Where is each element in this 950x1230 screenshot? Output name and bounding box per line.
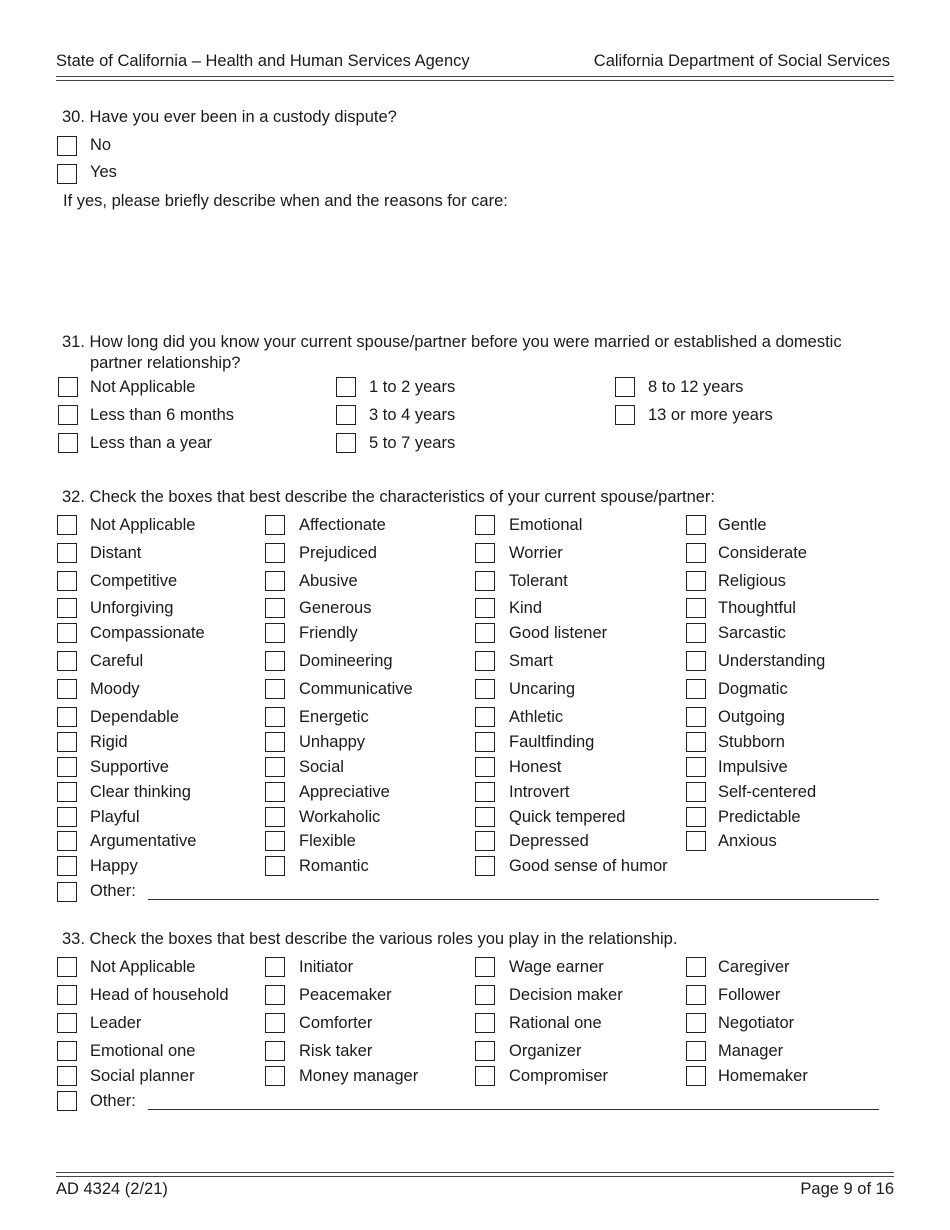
q33-option-label: Money manager — [299, 1067, 419, 1085]
header-rule-top — [56, 76, 894, 77]
q33-checkbox[interactable] — [57, 1013, 77, 1033]
q33-checkbox[interactable] — [265, 985, 285, 1005]
q33-option-label: Head of household — [90, 986, 229, 1004]
q32-option-label: Appreciative — [299, 783, 390, 801]
q32-option-label: Gentle — [718, 516, 767, 534]
q33-option-label: Wage earner — [509, 958, 604, 976]
q32-checkbox[interactable] — [475, 856, 495, 876]
q32-checkbox[interactable] — [686, 679, 706, 699]
q31-option: 3 to 4 years — [369, 406, 456, 424]
q32-option-label: Dogmatic — [718, 680, 788, 698]
q33-checkbox[interactable] — [475, 1041, 495, 1061]
q32-option-label: Outgoing — [718, 708, 785, 726]
q32-checkbox[interactable] — [57, 782, 77, 802]
q33-checkbox[interactable] — [475, 957, 495, 977]
q33-option-label: Social planner — [90, 1067, 195, 1085]
q32-option-label: Thoughtful — [718, 599, 796, 617]
q32-checkbox[interactable] — [57, 732, 77, 752]
q32-option-label: Unhappy — [299, 733, 366, 751]
q33-option-label: Follower — [718, 986, 781, 1004]
q32-option-label: Religious — [718, 572, 786, 590]
q33-checkbox-other[interactable] — [57, 1091, 77, 1111]
q32-checkbox[interactable] — [475, 757, 495, 777]
q33-checkbox[interactable] — [265, 1066, 285, 1086]
q33-checkbox[interactable] — [475, 985, 495, 1005]
q32-option-label: Considerate — [718, 544, 807, 562]
q33-other-input-line[interactable] — [148, 1109, 879, 1110]
footer-rule-bottom — [56, 1176, 894, 1177]
q32-checkbox[interactable] — [475, 782, 495, 802]
q32-option-label: Good listener — [509, 624, 608, 642]
q33-option-label: Initiator — [299, 958, 354, 976]
q33-option-label: Caregiver — [718, 958, 790, 976]
q32-checkbox[interactable] — [57, 856, 77, 876]
q31-option: Not Applicable — [90, 378, 196, 396]
q32-checkbox[interactable] — [265, 831, 285, 851]
q32-checkbox[interactable] — [265, 623, 285, 643]
q32-option-label: Compassionate — [90, 624, 205, 642]
q32-checkbox[interactable] — [475, 707, 495, 727]
q32-option-label: Uncaring — [509, 680, 576, 698]
q31-option: Less than a year — [90, 434, 212, 452]
q33-option-label: Manager — [718, 1042, 784, 1060]
q32-option-label: Distant — [90, 544, 142, 562]
q31-option: 1 to 2 years — [369, 378, 456, 396]
q31-option: 5 to 7 years — [369, 434, 456, 452]
q31-checkbox[interactable] — [58, 433, 78, 453]
q31-option: 8 to 12 years — [648, 378, 744, 396]
q32-option-label: Flexible — [299, 832, 356, 850]
q32-checkbox[interactable] — [57, 831, 77, 851]
q30-label-no: No — [90, 136, 112, 154]
q32-option-label: Careful — [90, 652, 144, 670]
q33-checkbox[interactable] — [686, 1013, 706, 1033]
q32-checkbox[interactable] — [265, 571, 285, 591]
q32-option-label: Honest — [509, 758, 562, 776]
header-rule-bottom — [56, 80, 894, 81]
q32-checkbox[interactable] — [57, 543, 77, 563]
q33-other-label: Other: — [90, 1092, 136, 1110]
q32-checkbox[interactable] — [57, 757, 77, 777]
q32-checkbox[interactable] — [686, 732, 706, 752]
q32-option-label: Anxious — [718, 832, 777, 850]
q32-option-label: Argumentative — [90, 832, 197, 850]
q32-option-label: Romantic — [299, 857, 369, 875]
q33-checkbox[interactable] — [265, 957, 285, 977]
q33-checkbox[interactable] — [265, 1013, 285, 1033]
q32-checkbox[interactable] — [265, 807, 285, 827]
q32-option-label: Energetic — [299, 708, 369, 726]
q33-checkbox[interactable] — [686, 985, 706, 1005]
q32-option-label: Unforgiving — [90, 599, 174, 617]
q30-followup: If yes, please briefly describe when and the reasons for care: — [63, 192, 508, 210]
q32-option-label: Quick tempered — [509, 808, 626, 826]
header-agency: State of California – Health and Human Services Agency — [56, 52, 470, 70]
q33-question: 33. Check the boxes that best describe the various roles you play in the relationship. — [62, 930, 678, 948]
q32-checkbox[interactable] — [57, 651, 77, 671]
q32-checkbox[interactable] — [686, 782, 706, 802]
q32-option-label: Athletic — [509, 708, 564, 726]
q32-option-label: Friendly — [299, 624, 358, 642]
q30-checkbox-no[interactable] — [57, 136, 77, 156]
q32-option-label: Emotional — [509, 516, 583, 534]
footer-page-number: Page 9 of 16 — [800, 1180, 894, 1198]
q32-option-label: Rigid — [90, 733, 128, 751]
q32-option-label: Social — [299, 758, 344, 776]
q32-checkbox[interactable] — [57, 598, 77, 618]
q33-option-label: Emotional one — [90, 1042, 196, 1060]
q32-checkbox[interactable] — [57, 707, 77, 727]
q30-question: 30. Have you ever been in a custody dispute? — [62, 108, 397, 126]
q32-checkbox[interactable] — [475, 623, 495, 643]
q32-checkbox[interactable] — [265, 515, 285, 535]
q32-option-label: Generous — [299, 599, 372, 617]
q32-checkbox[interactable] — [686, 651, 706, 671]
q32-option-label: Domineering — [299, 652, 393, 670]
footer-form-id: AD 4324 (2/21) — [56, 1180, 168, 1198]
q32-option-label: Moody — [90, 680, 140, 698]
q32-checkbox[interactable] — [265, 679, 285, 699]
q32-checkbox[interactable] — [57, 679, 77, 699]
q33-option-label: Negotiator — [718, 1014, 795, 1032]
q32-checkbox[interactable] — [686, 757, 706, 777]
q33-option-label: Organizer — [509, 1042, 582, 1060]
q31-checkbox[interactable] — [336, 433, 356, 453]
q32-checkbox[interactable] — [686, 598, 706, 618]
q31-checkbox[interactable] — [615, 405, 635, 425]
q33-checkbox[interactable] — [475, 1066, 495, 1086]
q32-option-label: Worrier — [509, 544, 563, 562]
q32-checkbox[interactable] — [265, 856, 285, 876]
q33-checkbox[interactable] — [686, 957, 706, 977]
q32-option-label: Sarcastic — [718, 624, 786, 642]
q32-checkbox[interactable] — [265, 732, 285, 752]
q32-checkbox[interactable] — [57, 515, 77, 535]
q32-checkbox[interactable] — [475, 515, 495, 535]
q32-checkbox[interactable] — [686, 831, 706, 851]
q32-option-label: Tolerant — [509, 572, 568, 590]
q30-label-yes: Yes — [90, 163, 117, 181]
q33-option-label: Compromiser — [509, 1067, 609, 1085]
q32-option-label: Abusive — [299, 572, 358, 590]
q32-checkbox[interactable] — [475, 598, 495, 618]
q32-option-label: Not Applicable — [90, 516, 196, 534]
q32-checkbox[interactable] — [686, 807, 706, 827]
header-department: California Department of Social Services — [593, 52, 890, 70]
q32-option-label: Predictable — [718, 808, 801, 826]
q32-option-label: Dependable — [90, 708, 179, 726]
q32-checkbox[interactable] — [475, 543, 495, 563]
q32-checkbox[interactable] — [686, 515, 706, 535]
q33-checkbox[interactable] — [265, 1041, 285, 1061]
q33-option-label: Decision maker — [509, 986, 623, 1004]
q32-option-label: Communicative — [299, 680, 413, 698]
q32-checkbox[interactable] — [475, 732, 495, 752]
q32-option-label: Playful — [90, 808, 140, 826]
q31-checkbox[interactable] — [336, 377, 356, 397]
q32-checkbox[interactable] — [265, 651, 285, 671]
q32-checkbox[interactable] — [265, 782, 285, 802]
q31-checkbox[interactable] — [615, 377, 635, 397]
q33-checkbox[interactable] — [57, 985, 77, 1005]
q32-checkbox[interactable] — [475, 571, 495, 591]
q32-option-label: Affectionate — [299, 516, 386, 534]
q33-option-label: Not Applicable — [90, 958, 196, 976]
q32-option-label: Happy — [90, 857, 138, 875]
q33-option-label: Rational one — [509, 1014, 602, 1032]
q32-checkbox[interactable] — [57, 807, 77, 827]
q32-checkbox[interactable] — [57, 623, 77, 643]
q31-checkbox[interactable] — [58, 405, 78, 425]
q32-other-label: Other: — [90, 882, 136, 900]
q32-checkbox[interactable] — [686, 623, 706, 643]
q32-checkbox[interactable] — [686, 543, 706, 563]
q32-checkbox[interactable] — [475, 831, 495, 851]
q31-option: 13 or more years — [648, 406, 773, 424]
q31-checkbox[interactable] — [58, 377, 78, 397]
q33-option-label: Risk taker — [299, 1042, 373, 1060]
q33-checkbox[interactable] — [686, 1066, 706, 1086]
q32-option-label: Supportive — [90, 758, 169, 776]
q32-option-label: Kind — [509, 599, 543, 617]
q32-checkbox[interactable] — [475, 807, 495, 827]
q32-option-label: Impulsive — [718, 758, 788, 776]
q33-option-label: Comforter — [299, 1014, 373, 1032]
q32-option-label: Stubborn — [718, 733, 785, 751]
q32-checkbox[interactable] — [265, 543, 285, 563]
q33-checkbox[interactable] — [57, 957, 77, 977]
q32-option-label: Smart — [509, 652, 554, 670]
q33-checkbox[interactable] — [57, 1041, 77, 1061]
q32-option-label: Self-centered — [718, 783, 817, 801]
q32-checkbox[interactable] — [57, 571, 77, 591]
q32-checkbox[interactable] — [265, 598, 285, 618]
q33-option-label: Leader — [90, 1014, 142, 1032]
q32-checkbox[interactable] — [686, 707, 706, 727]
q30-description-area[interactable] — [62, 212, 882, 322]
q32-option-label: Competitive — [90, 572, 178, 590]
q32-option-label: Depressed — [509, 832, 589, 850]
q32-question: 32. Check the boxes that best describe the characteristics of your current spouse/partner: — [62, 488, 716, 506]
q32-option-label: Workaholic — [299, 808, 381, 826]
q31-checkbox[interactable] — [336, 405, 356, 425]
q32-other-input-line[interactable] — [148, 899, 879, 900]
q32-option-label: Prejudiced — [299, 544, 377, 562]
q32-checkbox-other[interactable] — [57, 882, 77, 902]
q33-checkbox[interactable] — [475, 1013, 495, 1033]
q31-option: Less than 6 months — [90, 406, 235, 424]
q31-question-line1: 31. How long did you know your current spouse/partner before you were married or established a domestic — [62, 333, 842, 351]
q33-option-label: Homemaker — [718, 1067, 808, 1085]
q32-checkbox[interactable] — [265, 757, 285, 777]
q32-option-label: Understanding — [718, 652, 826, 670]
q32-checkbox[interactable] — [475, 651, 495, 671]
q32-option-label: Faultfinding — [509, 733, 595, 751]
q32-checkbox[interactable] — [265, 707, 285, 727]
q33-checkbox[interactable] — [57, 1066, 77, 1086]
q32-option-label: Introvert — [509, 783, 570, 801]
q30-checkbox-yes[interactable] — [57, 164, 77, 184]
q32-option-label: Good sense of humor — [509, 857, 668, 875]
q32-checkbox[interactable] — [686, 571, 706, 591]
q33-option-label: Peacemaker — [299, 986, 392, 1004]
q32-checkbox[interactable] — [475, 679, 495, 699]
q32-option-label: Clear thinking — [90, 783, 191, 801]
q31-question-line2: partner relationship? — [90, 354, 241, 372]
q33-checkbox[interactable] — [686, 1041, 706, 1061]
footer-rule-top — [56, 1172, 894, 1173]
